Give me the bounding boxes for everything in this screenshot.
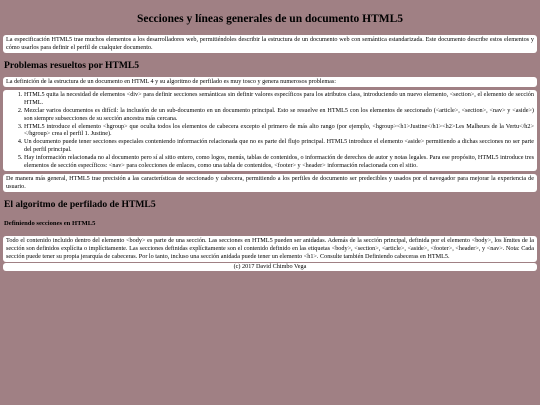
algorithm-paragraph: Todo el contenido incluido dentro del elemento <body> es parte de una sección. Las secciones en HTML5 pueden ser anidadas. Además de la sección principal, definida por el elemento <body>, los límites de la sección son definidos explícita o implícitamente. Las secciones definidas explícitamente son el contenido definido en las etiquetas <body>, <section>, <article>, <aside>, <footer>, <header>, y <nav>. Nota: Cada sección puede tener su propia jerarquía de cabeceras. Por lo tanto, incluso una sección anidada puede tener un elemento <h1>. Consulte también Definiendo cabeceras en HTML5. (3, 236, 537, 262)
list-item: 4. Un documento puede tener secciones especiales conteniendo información relacionada que no es parte del flujo principal. HTML5 introduce el elemento <aside> permitiendo a dichas secciones no ser parte del perfil principal. (24, 138, 534, 154)
problems-lead-paragraph: La definición de la estructura de un documento en HTML 4 y su algoritmo de perfilado es muy tosco y genera numerosos problemas: (3, 77, 537, 87)
problems-conclusion-paragraph: De manera más general, HTML5 trae precisión a las características de seccionado y cabecera, permitiendo a los perfiles de documento ser predecibles y usados por el navegador para mejorar la experiencia de usuario. (3, 174, 537, 192)
problems-heading: Problemas resueltos por HTML5 (4, 59, 140, 71)
intro-paragraph: La especificación HTML5 trae muchos elementos a los desarrolladores web, permitiéndoles describir la estructura de un documento web con semántica estandarizada. Este documento describe estos elementos y cómo usarlos para definir el perfil de cualquier documento. (3, 35, 537, 53)
list-item: 5. Hay información relacionada no al documento pero sí al sitio entero, como logos, menús, tablas de contenidos, o información de derechos de autor y notas legales. Para ese propósito, HTML5 introduce tres elementos de sección específicos: <nav> para colecciones de enlaces, como una tabla de contenidos, <footer> y <header> información relacionada con el sitio. (24, 154, 534, 170)
page-title: Secciones y líneas generales de un documento HTML5 (136, 13, 404, 25)
list-item: 3. HTML5 introduce el elemento <hgroup> que oculta todos los elementos de cabecera excepto el primero de más alto rango (por ejemplo, <hgroup><h1>Justine</h1><h2>Les Malheurs de la Vertu</h2></hgroup> crea el perfil 1. Justine). (24, 123, 534, 139)
algorithm-heading: El algoritmo de perfilado de HTML5 (4, 199, 156, 211)
page-footer (3, 263, 537, 271)
sections-subheading: Definiendo secciones en HTML5 (4, 220, 96, 228)
document-page (0, 12, 540, 271)
list-item: 1. HTML5 quita la necesidad de elementos <div> para definir secciones semánticas sin definir valores específicos para los atributos class, introduciendo un nuevo elemento, <section>, el elemento de sección HTML. (24, 91, 534, 107)
list-item: 2. Mezclar varios documentos es difícil: la inclusión de un sub-documento en un documento principal. Esto se resuelve en HTML5 con los elementos de seccionado (<article>, <section>, <nav> y <aside>) son siempre subsecciones de su sección ancestra más cercana. (24, 107, 534, 123)
copyright-text: (c) 2017 David Chimbo Vega (233, 262, 307, 270)
problems-list (3, 90, 537, 171)
